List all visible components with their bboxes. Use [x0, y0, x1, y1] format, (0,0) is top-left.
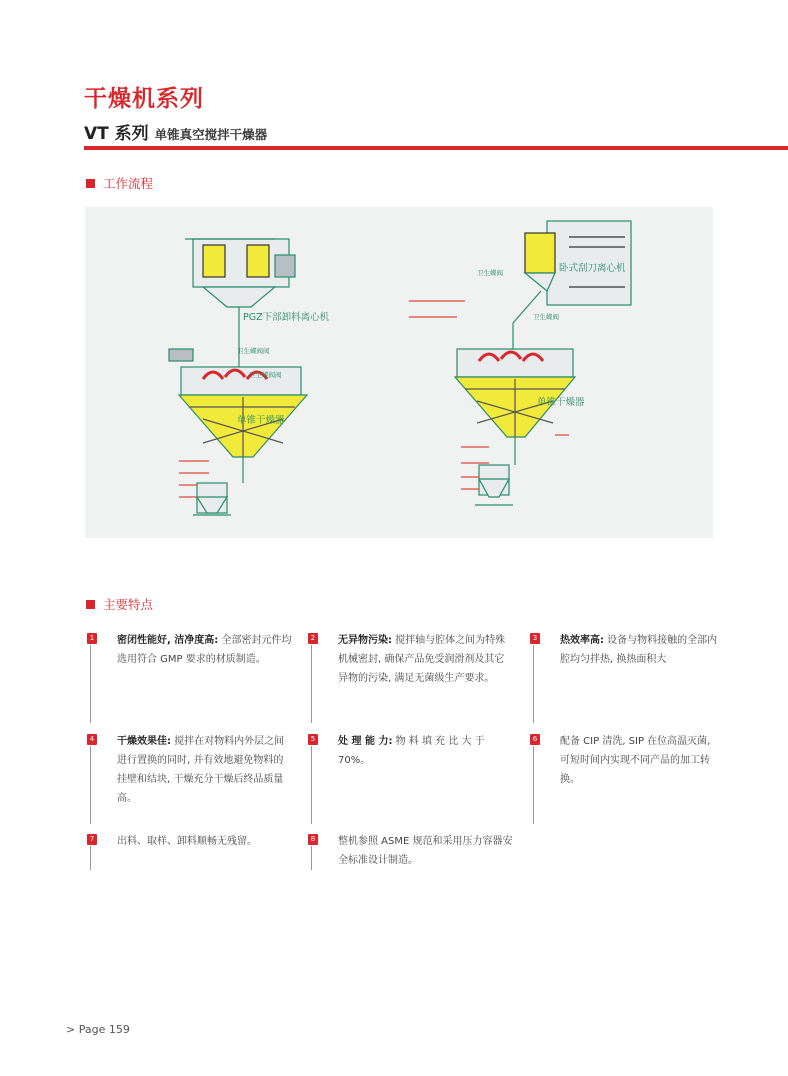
feature-description: 整机参照 ASME 规范和采用压力容器安全标准设计制造。 — [338, 836, 513, 866]
page-title: 干燥机系列 — [84, 86, 204, 112]
feature-number-badge: 8 — [308, 834, 318, 845]
process-flow-diagram — [85, 207, 713, 538]
feature-title: 密闭性能好, 洁净度高: — [117, 635, 219, 646]
feature-divider — [311, 645, 312, 723]
feature-text — [117, 631, 292, 669]
right-dryer-label: 单锥干燥器 — [537, 397, 585, 408]
feature-text — [338, 832, 513, 870]
feature-title: 热效率高: — [560, 635, 604, 646]
feature-description: 设备与物料接触的全部内腔均匀拌热, 换热面积大 — [560, 635, 718, 665]
feature-divider — [90, 846, 91, 870]
right-centrifuge — [513, 221, 631, 349]
feature-description: 出料、取样、卸料顺畅无残留。 — [117, 836, 257, 847]
right-valve1-label: 卫生蝶阀 — [477, 269, 503, 277]
left-valve1-label: 卫生蝶阀阀 — [237, 347, 270, 355]
feature-divider — [533, 746, 534, 824]
feature-divider — [533, 645, 534, 723]
page-number: > Page 159 — [66, 1023, 130, 1036]
feature-description: 搅拌轴与腔体之间为特殊机械密封, 确保产品免受润滑剂及其它异物的污染, 满足无菌级生产要求。 — [338, 635, 506, 684]
section-workflow-heading — [86, 174, 153, 192]
feature-divider — [311, 746, 312, 824]
feature-text — [338, 631, 513, 688]
series-code: VT 系列 — [84, 124, 149, 144]
square-bullet-icon — [86, 179, 95, 188]
feature-description: 搅拌在对物料内外层之间进行置换的同时, 并有效地避免物料的挂壁和结块, 干燥充分干燥后终品质量高。 — [117, 736, 285, 804]
feature-title: 无异物污染: — [338, 635, 392, 646]
feature-title: 干燥效果佳: — [117, 736, 171, 747]
feature-number-badge: 4 — [87, 734, 97, 745]
square-bullet-icon — [86, 600, 95, 609]
feature-number-badge: 2 — [308, 633, 318, 644]
left-centrifuge-label: PGZ下部卸料离心机 — [243, 312, 330, 323]
feature-number-badge: 1 — [87, 633, 97, 644]
feature-number-badge: 5 — [308, 734, 318, 745]
section-workflow-label: 工作流程 — [103, 176, 154, 191]
feature-description: 全部密封元件均选用符合 GMP 要求的材质制造。 — [117, 635, 292, 665]
feature-number-badge: 7 — [87, 834, 97, 845]
feature-description: 物 料 填 充 比 大 于 70%。 — [338, 736, 485, 766]
feature-description: 配备 CIP 清洗, SIP 在位高温灭菌, 可短时间内实现不同产品的加工转换。 — [560, 736, 711, 785]
series-subtitle: 单锥真空搅拌干燥器 — [154, 127, 268, 142]
title-divider — [84, 146, 788, 150]
process-flow-illustration — [85, 207, 713, 538]
feature-title: 处 理 能 力: — [338, 736, 393, 747]
right-centrifuge-label: 卧式刮刀离心机 — [559, 263, 626, 274]
feature-divider — [90, 746, 91, 824]
left-dryer-label: 单锥干燥器 — [237, 415, 285, 426]
feature-number-badge: 6 — [530, 734, 540, 745]
feature-text — [560, 631, 720, 669]
left-valve2-label: 卫生蝶阀阀 — [249, 371, 282, 379]
series-heading — [84, 119, 267, 144]
feature-text — [338, 732, 513, 770]
left-centrifuge — [185, 239, 295, 345]
feature-text — [560, 732, 720, 789]
feature-divider — [311, 846, 312, 870]
feature-number-badge: 3 — [530, 633, 540, 644]
feature-divider — [90, 645, 91, 723]
section-features-heading — [86, 595, 153, 613]
left-dryer — [169, 345, 307, 515]
section-features-label: 主要特点 — [103, 597, 154, 612]
feature-text — [117, 832, 292, 851]
right-valve2-label: 卫生蝶阀 — [533, 313, 559, 321]
feature-text — [117, 732, 292, 808]
